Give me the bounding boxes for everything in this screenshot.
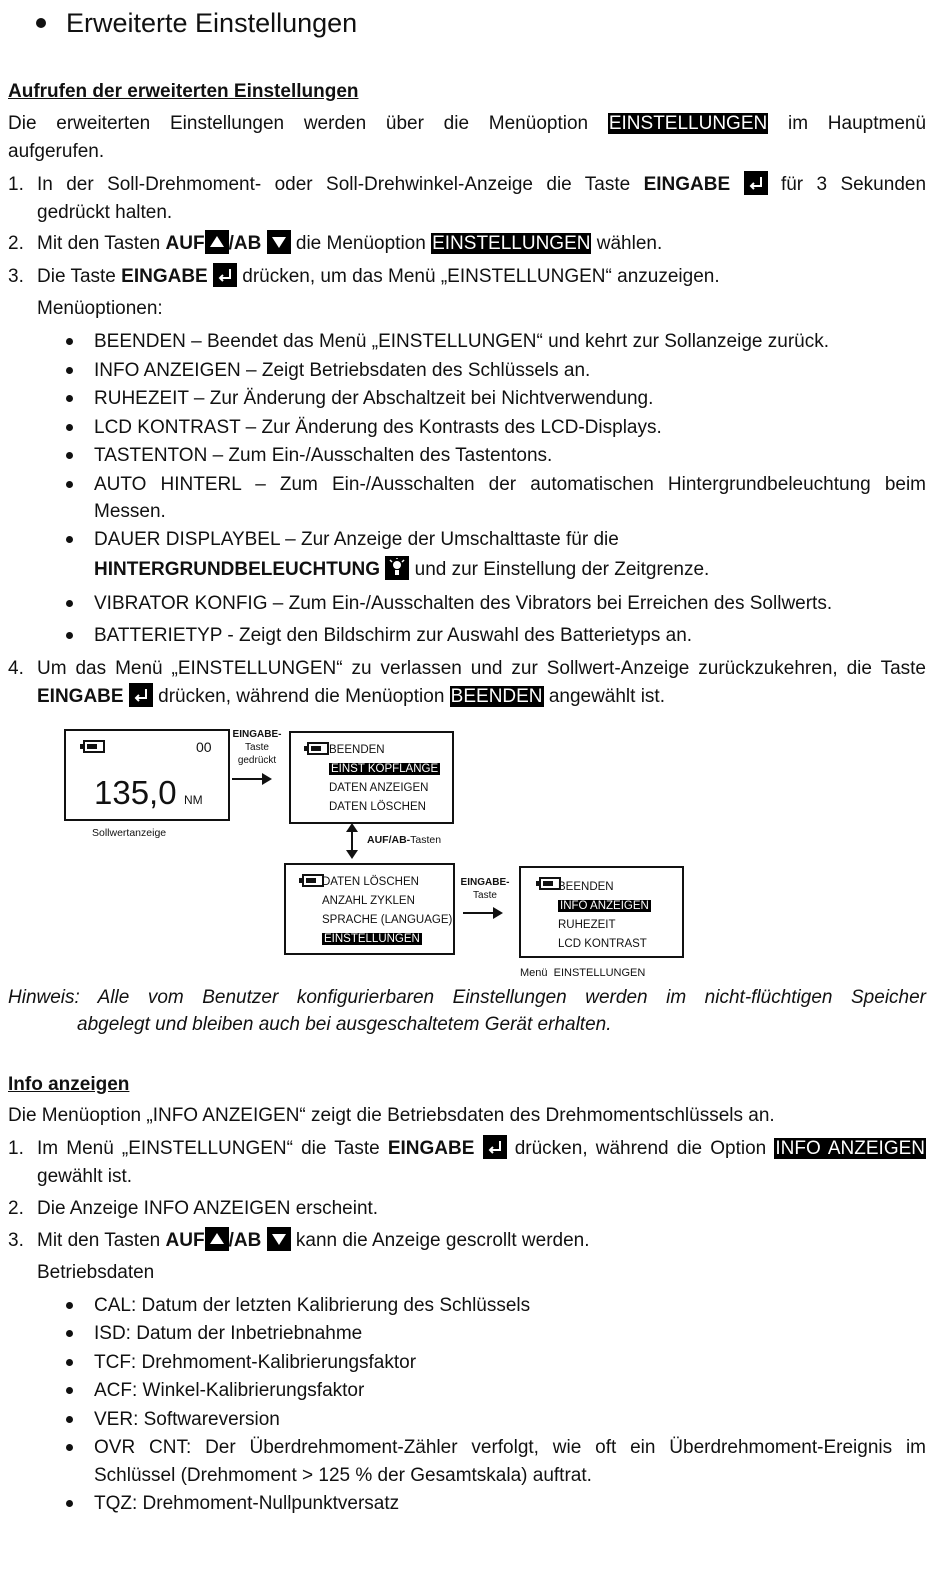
option-dauer-text-b: und zur Einstellung der Zeitgrenze.	[414, 559, 710, 580]
menu-1-item: DATEN ANZEIGEN	[329, 782, 429, 794]
step-1-text-b: für 3 Sekunden	[780, 174, 927, 195]
step-2-ab-label: /AB	[228, 233, 262, 254]
highlight-einstellungen: EINSTELLUNGEN	[608, 113, 768, 134]
backlight-key-icon	[385, 556, 409, 580]
info-step-3-number: 3.	[8, 1230, 24, 1251]
data-cal: CAL: Datum der letzten Kalibrierung des Schlüssels	[94, 1295, 531, 1316]
step-1-number: 1.	[8, 174, 24, 195]
menu-box-3-caption: Menü EINSTELLUNGEN	[520, 967, 646, 979]
bullet	[66, 338, 73, 345]
intro-line-2: aufgerufen.	[8, 141, 105, 162]
menu-3-item: RUHEZEIT	[558, 919, 616, 931]
menu-2-item: ANZAHL ZYKLEN	[322, 895, 415, 907]
up-down-label	[367, 831, 441, 850]
arrow-1-label-line2: Taste	[245, 742, 269, 753]
info-step-3-line	[37, 1227, 590, 1255]
step-2-line	[37, 230, 662, 258]
step-2-number: 2.	[8, 233, 24, 254]
up-down-label-bold: AUF/AB-	[367, 834, 411, 846]
bullet	[66, 600, 73, 607]
info-step-3-text-a: Mit den Tasten	[37, 1230, 161, 1251]
arrow-1-label-line3: gedrückt	[237, 755, 277, 766]
menu-box-1	[289, 731, 454, 824]
option-dauer-displaybel: DAUER DISPLAYBEL – Zur Anzeige der Umschalttaste für die	[94, 529, 619, 550]
note-line-2: abgelegt und bleiben auch bei ausgeschaltetem Gerät erhalten.	[77, 1014, 612, 1035]
info-step-1-text-a: Im Menü „EINSTELLUNGEN“ die Taste	[37, 1138, 380, 1159]
option-auto-hinterl: AUTO HINTERL – Zum Ein-/Ausschalten der automatischen Hintergrundbeleuchtung beim	[94, 474, 926, 495]
step-2-text-b: die Menüoption	[295, 233, 426, 254]
option-tastenton: TASTENTON – Zum Ein-/Ausschalten des Tastentons.	[94, 445, 553, 466]
info-step-1-line-1	[37, 1135, 926, 1163]
menu-box-3-items	[558, 878, 651, 954]
bullet	[66, 1359, 73, 1366]
menu-options-label: Menüoptionen:	[37, 298, 163, 319]
info-step-3-auf-label: AUF	[165, 1230, 205, 1251]
option-batterietyp: BATTERIETYP - Zeigt den Bildschirm zur Auswahl des Batterietyps an.	[94, 625, 693, 646]
menu-1-item: BEENDEN	[329, 744, 385, 756]
menu-box-2-items	[322, 873, 452, 949]
step-3-line	[37, 263, 720, 291]
step-1-key-label: EINGABE	[643, 174, 731, 195]
battery-icon	[83, 740, 105, 753]
bullet	[66, 1416, 73, 1423]
step-1-text-a: In der Soll-Drehmoment- oder Soll-Drehwinkel-Anzeige die Taste	[37, 174, 631, 195]
option-vibrator-konfig: VIBRATOR KONFIG – Zum Ein-/Ausschalten des Vibrators bei Erreichen des Sollwerts.	[94, 593, 833, 614]
data-ovr-cnt: OVR CNT: Der Überdrehmoment-Zähler verfolgt, wie oft ein Überdrehmoment-Ereignis im	[94, 1437, 926, 1458]
data-acf: ACF: Winkel-Kalibrierungsfaktor	[94, 1380, 365, 1401]
display-unit: NM	[184, 793, 203, 807]
step-3-key-label: EINGABE	[121, 266, 208, 287]
bullet	[66, 632, 73, 639]
heading-bullet	[36, 18, 46, 28]
section-2-intro: Die Menüoption „INFO ANZEIGEN“ zeigt die Betriebsdaten des Drehmomentschlüssels an.	[8, 1105, 775, 1126]
info-step-1-key-label: EINGABE	[387, 1138, 475, 1159]
step-4-text-c: angewählt ist.	[548, 686, 665, 707]
menu-box-1-items	[329, 741, 440, 817]
enter-key-icon	[129, 683, 153, 707]
display-top-value: 00	[196, 739, 212, 755]
step-4-key-label: EINGABE	[37, 686, 124, 707]
down-key-icon	[267, 1227, 291, 1251]
setpoint-display-caption: Sollwertanzeige	[92, 827, 167, 839]
menu-3-item: BEENDEN	[558, 881, 614, 893]
step-4-number: 4.	[8, 658, 24, 679]
bullet	[66, 395, 73, 402]
up-key-icon	[205, 1227, 229, 1251]
menu-3-item-selected: INFO ANZEIGEN	[560, 900, 649, 912]
right-arrow-icon	[232, 772, 272, 786]
up-key-icon	[205, 230, 229, 254]
display-torque-value: 135,0	[94, 774, 177, 811]
menu-3-item: LCD KONTRAST	[558, 938, 647, 950]
step-1-line-1	[37, 171, 926, 199]
step-2-text-a: Mit den Tasten	[37, 233, 161, 254]
info-step-1-highlight: INFO ANZEIGEN	[775, 1138, 926, 1159]
step-3-text-a: Die Taste	[37, 266, 116, 287]
bullet	[66, 536, 73, 543]
option-ruhezeit: RUHEZEIT – Zur Änderung der Abschaltzeit bei Nichtverwendung.	[94, 388, 654, 409]
info-step-1-number: 1.	[8, 1138, 24, 1159]
section-title-info: Info anzeigen	[8, 1074, 130, 1095]
info-step-2-line: Die Anzeige INFO ANZEIGEN erscheint.	[37, 1198, 379, 1219]
info-step-2-number: 2.	[8, 1198, 24, 1219]
arrow-1-label-bold: EINGABE-	[232, 729, 282, 740]
backlight-key-label: HINTERGRUNDBELEUCHTUNG	[94, 559, 381, 580]
bullet	[66, 1387, 73, 1394]
bullet	[66, 424, 73, 431]
bullet	[66, 1500, 73, 1507]
menu-2-item: DATEN LÖSCHEN	[322, 876, 419, 888]
data-tcf: TCF: Drehmoment-Kalibrierungsfaktor	[94, 1352, 417, 1373]
intro-text-a: Die erweiterten Einstellungen werden über die Menüoption	[8, 113, 589, 134]
option-dauer-displaybel-cont	[94, 556, 709, 584]
step-4-highlight: BEENDEN	[450, 686, 543, 707]
arrow-1-label	[230, 728, 284, 767]
step-4-line-1: Um das Menü „EINSTELLUNGEN“ zu verlassen und zur Sollwert-Anzeige zurückzukehren, die Taste	[37, 658, 926, 679]
bullet	[66, 452, 73, 459]
bullet	[66, 367, 73, 374]
arrow-2-label	[458, 876, 512, 902]
option-beenden: BEENDEN – Beendet das Menü „EINSTELLUNGEN“ und kehrt zur Sollanzeige zurück.	[94, 331, 829, 352]
bullet	[66, 1444, 73, 1451]
data-ovr-cnt-cont: Schlüssel (Drehmoment > 125 % der Gesamtskala) auftrat.	[94, 1465, 592, 1486]
arrow-2-label-line2: Taste	[473, 890, 497, 901]
step-3-text-b: drücken, um das Menü „EINSTELLUNGEN“ anzuzeigen.	[242, 266, 720, 287]
intro-line-1	[8, 110, 926, 138]
menu-box-2	[284, 863, 455, 955]
down-key-icon	[267, 230, 291, 254]
data-tqz: TQZ: Drehmoment-Nullpunktversatz	[94, 1493, 400, 1514]
note-line-1: Hinweis: Alle vom Benutzer konfigurierbaren Einstellungen werden im nicht-flüchtigen Speicher	[8, 987, 926, 1008]
enter-key-icon	[744, 171, 768, 195]
menu-1-item-selected: EINST KOPFLÄNGE	[331, 763, 439, 775]
data-isd: ISD: Datum der Inbetriebnahme	[94, 1323, 363, 1344]
step-2-auf-label: AUF	[165, 233, 205, 254]
bullet	[66, 1330, 73, 1337]
menu-2-item: SPRACHE (LANGUAGE)	[322, 914, 453, 926]
info-step-1-text-b: drücken, während die Option	[514, 1138, 767, 1159]
intro-text-b: im Hauptmenü	[788, 113, 927, 134]
section-title-aufrufen: Aufrufen der erweiterten Einstellungen	[8, 81, 359, 102]
bullet	[66, 1302, 73, 1309]
step-4-line-2	[37, 683, 665, 711]
battery-icon	[302, 874, 324, 887]
info-step-1-line-2: gewählt ist.	[37, 1166, 133, 1187]
menu-1-item: DATEN LÖSCHEN	[329, 801, 426, 813]
arrow-2-label-bold: EINGABE-	[460, 877, 510, 888]
right-arrow-icon	[463, 906, 503, 920]
bullet	[66, 481, 73, 488]
page-heading: Erweiterte Einstellungen	[66, 8, 358, 38]
battery-icon	[307, 742, 329, 755]
info-step-3-ab-label: /AB	[228, 1230, 262, 1251]
step-2-highlight: EINSTELLUNGEN	[432, 233, 591, 254]
step-3-number: 3.	[8, 266, 24, 287]
step-1-line-2: gedrückt halten.	[37, 202, 173, 223]
step-2-text-c: wählen.	[596, 233, 663, 254]
enter-key-icon	[213, 263, 237, 287]
up-down-arrow-icon	[345, 823, 359, 859]
option-lcd-kontrast: LCD KONTRAST – Zur Änderung des Kontrasts des LCD-Displays.	[94, 417, 662, 438]
data-ver: VER: Softwareversion	[94, 1409, 280, 1430]
up-down-label-rest: Tasten	[410, 834, 442, 846]
info-step-3-text-b: kann die Anzeige gescrollt werden.	[295, 1230, 590, 1251]
menu-box-3	[519, 866, 684, 958]
option-info-anzeigen: INFO ANZEIGEN – Zeigt Betriebsdaten des Schlüssels an.	[94, 360, 591, 381]
operating-data-label: Betriebsdaten	[37, 1262, 155, 1283]
step-4-text-b: drücken, während die Menüoption	[158, 686, 445, 707]
setpoint-display	[64, 729, 230, 821]
menu-2-item-selected: EINSTELLUNGEN	[324, 933, 420, 945]
enter-key-icon	[483, 1135, 507, 1159]
option-auto-hinterl-cont: Messen.	[94, 501, 166, 522]
